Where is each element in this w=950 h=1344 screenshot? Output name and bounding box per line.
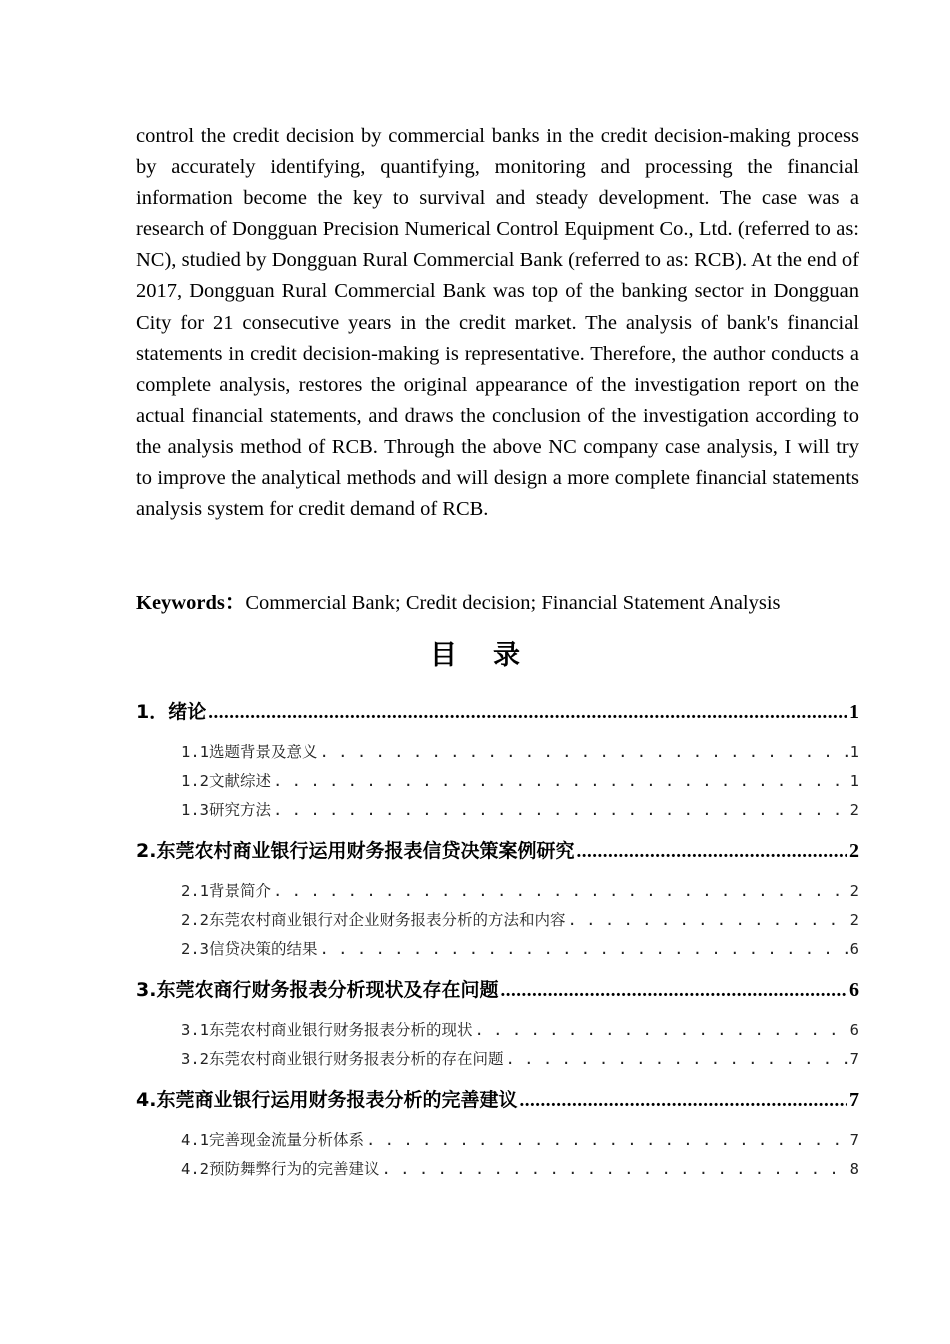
keywords-label: Keywords： xyxy=(136,592,246,614)
toc-title: 目录 xyxy=(430,640,556,671)
toc-entry-label: 1.3研究方法 xyxy=(181,801,271,819)
toc-entry-section-3-1[interactable] xyxy=(181,1017,859,1043)
toc-leader-dots xyxy=(576,836,847,866)
toc-entry-label: 2.2东莞农村商业银行对企业财务报表分析的方法和内容 xyxy=(181,911,566,929)
toc-entry-section-2-2[interactable] xyxy=(181,907,859,933)
toc-page-number: 2 xyxy=(849,840,859,862)
toc-entry-label: 2.3信贷决策的结果 xyxy=(181,940,318,958)
toc-leader-dots xyxy=(320,936,848,962)
toc-entry-section-1-2[interactable] xyxy=(181,768,859,794)
toc-leader-dots xyxy=(568,907,848,933)
toc-entry-section-2-3[interactable] xyxy=(181,936,859,962)
toc-entry-label: 1.2文献综述 xyxy=(181,772,271,790)
toc-entry-chapter-3[interactable] xyxy=(136,975,859,1005)
toc-entry-label: 2.1背景简介 xyxy=(181,882,271,900)
toc-page-number: 7 xyxy=(849,1050,859,1068)
toc-page-number: 6 xyxy=(849,940,859,958)
toc-leader-dots xyxy=(273,878,848,904)
toc-leader-dots xyxy=(273,768,848,794)
keywords-value: Commercial Bank; Credit decision; Financial Statement Analysis xyxy=(245,592,781,614)
toc-entry-label: 2.东莞农村商业银行运用财务报表信贷决策案例研究 xyxy=(136,840,575,862)
toc-entry-section-1-3[interactable] xyxy=(181,797,859,823)
toc-leader-dots xyxy=(475,1017,848,1043)
toc-leader-dots xyxy=(320,739,848,765)
toc-page-number: 7 xyxy=(849,1089,859,1111)
toc-leader-dots xyxy=(366,1127,848,1153)
toc-page-number: 1 xyxy=(849,701,859,723)
toc-page-number: 6 xyxy=(849,1021,859,1039)
toc-entry-label: 1．绪论 xyxy=(136,701,207,723)
toc-leader-dots xyxy=(382,1156,848,1182)
toc-entry-label: 3.2东莞农村商业银行财务报表分析的存在问题 xyxy=(181,1050,504,1068)
toc-leader-dots xyxy=(506,1046,848,1072)
toc-entry-chapter-1[interactable] xyxy=(136,697,859,727)
toc-entry-label: 4.2预防舞弊行为的完善建议 xyxy=(181,1160,380,1178)
toc-page-number: 2 xyxy=(849,882,859,900)
toc-entry-section-2-1[interactable] xyxy=(181,878,859,904)
toc-page-number: 1 xyxy=(849,772,859,790)
toc-entry-section-4-1[interactable] xyxy=(181,1127,859,1153)
toc-leader-dots xyxy=(500,975,847,1005)
toc-entry-label: 3.1东莞农村商业银行财务报表分析的现状 xyxy=(181,1021,473,1039)
toc-entry-chapter-4[interactable] xyxy=(136,1085,859,1115)
toc-page-number: 7 xyxy=(849,1131,859,1149)
toc-entry-label: 4.1完善现金流量分析体系 xyxy=(181,1131,364,1149)
toc-page-number: 1 xyxy=(849,743,859,761)
toc-page-number: 8 xyxy=(849,1160,859,1178)
toc-leader-dots xyxy=(273,797,848,823)
toc-leader-dots xyxy=(519,1085,847,1115)
toc-leader-dots xyxy=(208,697,847,727)
toc-entry-chapter-2[interactable] xyxy=(136,836,859,866)
toc-entry-section-3-2[interactable] xyxy=(181,1046,859,1072)
toc-entry-section-4-2[interactable] xyxy=(181,1156,859,1182)
abstract-paragraph: control the credit decision by commercial banks in the credit decision-making process by accurately identifying, quantifying, monitoring and processing the financial information become the key to survival and steady development. The case was a research of Dongguan Precision Numerical Control Equipment Co., Ltd. (referred to as: NC), studied by Dongguan Rural Commercial Bank (referred to as: RCB). At the end of 2017, Dongguan Rural Commercial Bank was top of the banking sector in Dongguan City for 21 consecutive years in the credit market. The analysis of bank's financial statements in credit decision-making is representative. Therefore, the author conducts a complete analysis, restores the original appearance of the investigation report on the actual financial statements, and draws the conclusion of the investigation according to the analysis method of RCB. Through the above NC company case analysis, I will try to improve the analytical methods and will design a more complete financial statements analysis system for credit demand of RCB. xyxy=(136,125,859,521)
toc-entry-label: 3.东莞农商行财务报表分析现状及存在问题 xyxy=(136,979,499,1001)
toc-page-number: 6 xyxy=(849,979,859,1001)
toc-page-number: 2 xyxy=(849,801,859,819)
toc-entry-label: 4.东莞商业银行运用财务报表分析的完善建议 xyxy=(136,1089,518,1111)
toc-entry-section-1-1[interactable] xyxy=(181,739,859,765)
toc-entry-label: 1.1选题背景及意义 xyxy=(181,743,318,761)
keywords-line xyxy=(136,588,896,619)
toc-page-number: 2 xyxy=(849,911,859,929)
